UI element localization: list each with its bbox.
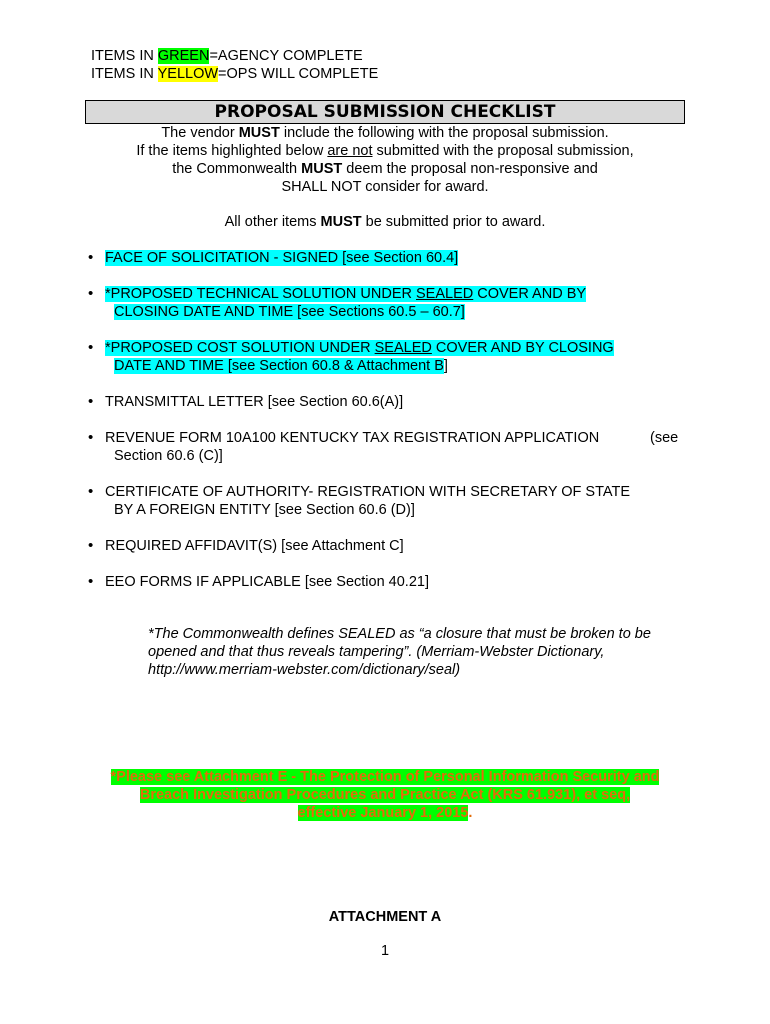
intro-note: All other items MUST be submitted prior to award. xyxy=(224,214,546,230)
page-number: 1 xyxy=(380,943,390,959)
list-item: • *PROPOSED COST SOLUTION UNDER SEALED COVER AND BY CLOSING DATE AND TIME [see Section 60.8 & Attachment B] xyxy=(88,339,614,374)
attachment-label: ATTACHMENT A xyxy=(328,909,442,925)
bullet-icon: • xyxy=(88,429,94,446)
checklist xyxy=(88,249,688,609)
list-item: • *PROPOSED TECHNICAL SOLUTION UNDER SEALED COVER AND BY CLOSING DATE AND TIME [see Sections 60.5 – 60.7] xyxy=(88,285,587,320)
bullet-icon: • xyxy=(88,537,94,554)
list-item: • CERTIFICATE OF AUTHORITY- REGISTRATION WITH SECRETARY OF STATE BY A FOREIGN ENTITY [see Section 60.6 (D)] xyxy=(88,483,630,518)
attachment-e-notice: *Please see Attachment E - The Protection of Personal Information Security and Breach Investigation Procedures and Practice Act (KRS 61.931), et seq, effective January 1, 2015. xyxy=(110,769,660,821)
bullet-icon: • xyxy=(88,339,94,356)
bullet-icon: • xyxy=(88,393,94,410)
list-item: • REVENUE FORM 10A100 KENTUCKY TAX REGISTRATION APPLICATION (see Section 60.6 (C)] xyxy=(88,429,679,464)
legend-yellow-line: ITEMS IN YELLOW=OPS WILL COMPLETE xyxy=(91,66,379,82)
list-item: • FACE OF SOLICITATION - SIGNED [see Section 60.4] xyxy=(88,249,459,266)
list-item: • EEO FORMS IF APPLICABLE [see Section 40.21] xyxy=(88,573,429,590)
page-title: PROPOSAL SUBMISSION CHECKLIST xyxy=(85,100,685,124)
list-item: • TRANSMITTAL LETTER [see Section 60.6(A)] xyxy=(88,393,404,410)
bullet-icon: • xyxy=(88,249,94,266)
sealed-definition-note: *The Commonwealth defines SEALED as “a closure that must be broken to be opened and that thus reveals tampering”. (Merriam-Webster Dictionary, http://www.merriam-webster.com/dictionary/seal) xyxy=(148,626,651,678)
bullet-icon: • xyxy=(88,285,94,302)
legend-green-line: ITEMS IN GREEN=AGENCY COMPLETE xyxy=(91,48,363,64)
color-legend xyxy=(91,47,378,83)
intro-paragraph: The vendor MUST include the following with the proposal submission. If the items highlighted below are not submitted with the proposal submission, the Commonwealth MUST deem the proposal non-responsive and SHALL NOT consider for award. xyxy=(136,125,634,195)
yellow-highlight: YELLOW xyxy=(157,66,219,82)
bullet-icon: • xyxy=(88,483,94,500)
bullet-icon: • xyxy=(88,573,94,590)
list-item: • REQUIRED AFFIDAVIT(S) [see Attachment C] xyxy=(88,537,404,554)
green-highlight: GREEN xyxy=(157,48,210,64)
